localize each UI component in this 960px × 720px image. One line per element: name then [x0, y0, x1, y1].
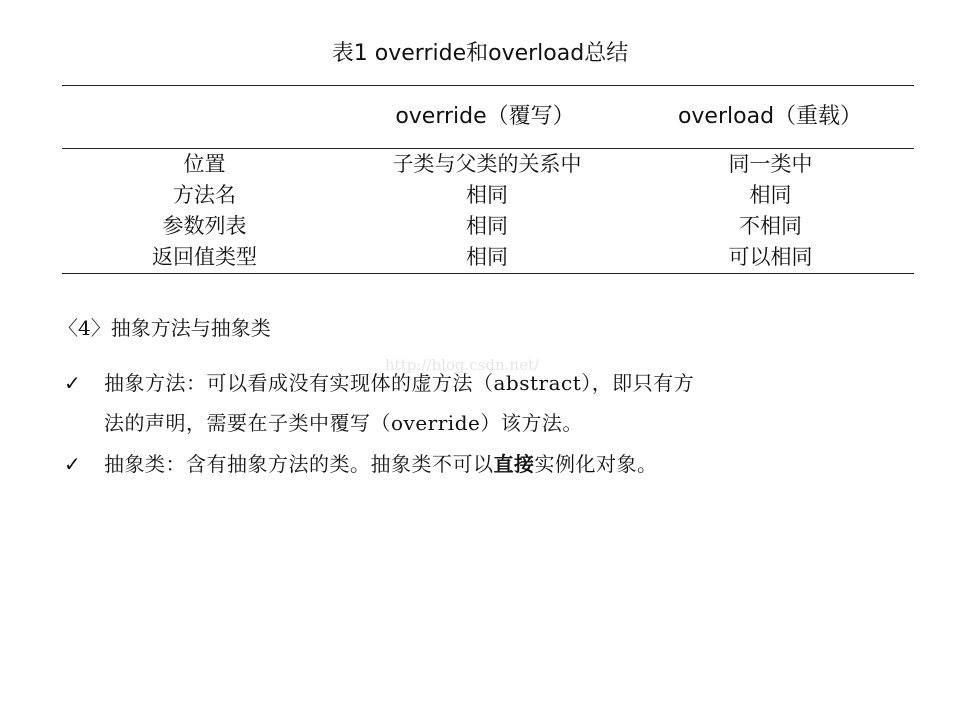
table-bottom-rule: [62, 273, 914, 274]
row-label: 参数列表: [162, 214, 247, 238]
header-override: override（覆写）: [395, 104, 575, 129]
table-row: [62, 180, 914, 211]
bullet-abstract-method-line2: 法的声明，需要在子类中覆写（override）该方法。: [104, 411, 583, 435]
row-label: 返回值类型: [152, 245, 257, 269]
override-cell: 相同: [466, 214, 508, 238]
bullet-abstract-class: [104, 449, 658, 479]
override-cell: 子类与父类的关系中: [392, 152, 582, 176]
row-label: 方法名: [173, 183, 236, 207]
table-row: [62, 242, 914, 273]
bullet-abstract-class-text-b: 实例化对象。: [534, 452, 658, 476]
header-overload: overload（重载）: [677, 104, 863, 129]
row-label: 位置: [183, 152, 226, 176]
table-body: [62, 149, 914, 273]
override-cell: 相同: [466, 183, 508, 207]
watermark: http://blog.csdn.net/: [385, 356, 540, 374]
checkmark-icon: ✓: [64, 452, 81, 476]
table-row: [62, 149, 914, 180]
bullet-abstract-class-emphasis: 直接: [493, 452, 535, 476]
section-heading: 〈4〉抽象方法与抽象类: [58, 316, 271, 340]
checkmark-icon: ✓: [64, 371, 81, 395]
overload-cell: 同一类中: [728, 152, 813, 176]
overload-cell: 相同: [749, 183, 792, 207]
overload-cell: 不相同: [739, 214, 802, 238]
bullet-abstract-class-text-a: 抽象类：含有抽象方法的类。抽象类不可以: [104, 452, 494, 476]
overload-cell: 可以相同: [728, 245, 813, 269]
table-title: 表1 override和overload总结: [331, 41, 629, 66]
table-row: [62, 211, 914, 242]
override-cell: 相同: [466, 245, 508, 269]
bullet-abstract-method-line1: 抽象方法：可以看成没有实现体的虚方法（abstract），即只有方: [104, 371, 695, 395]
table-top-rule: [62, 85, 914, 86]
